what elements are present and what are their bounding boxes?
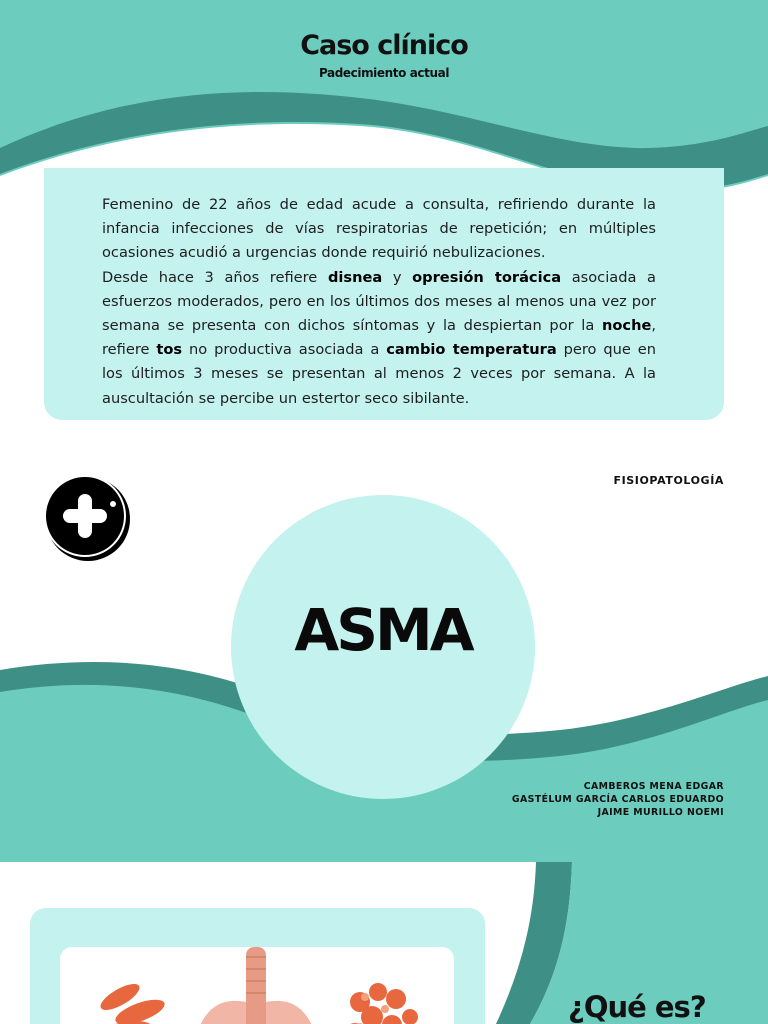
author-name: JAIME MURILLO NOEMI bbox=[597, 807, 724, 818]
section-heading: ¿Qué es? bbox=[568, 990, 706, 1024]
case-description bbox=[102, 193, 656, 411]
keyword-disnea: disnea bbox=[327, 268, 383, 286]
plus-circle-icon bbox=[43, 474, 131, 562]
keyword-cambio-temperatura: cambio temperatura bbox=[386, 341, 557, 359]
page-subtitle: Padecimiento actual bbox=[318, 66, 450, 80]
page-title: Caso clínico bbox=[300, 30, 468, 61]
author-name: CAMBEROS MENA EDGAR bbox=[583, 781, 724, 792]
section-label: FISIOPATOLOGÍA bbox=[613, 474, 724, 487]
keyword-tos: tos bbox=[156, 341, 183, 359]
keyword-opresion: opresión torácica bbox=[412, 268, 562, 286]
case-paragraph-1: Femenino de 22 años de edad acude a consulta, refiriendo durante la infancia infecciones de vías respiratorias de repetición; en múltiples ocasiones acudió a urgencias donde requirió nebulizaciones. bbox=[102, 196, 656, 262]
keyword-noche: noche bbox=[602, 317, 652, 335]
main-title: ASMA bbox=[294, 596, 472, 664]
author-name: GASTÉLUM GARCÍA CARLOS EDUARDO bbox=[511, 794, 724, 805]
slide-asma bbox=[0, 430, 768, 862]
authors-list bbox=[512, 780, 724, 819]
lungs-icon bbox=[60, 947, 454, 1024]
case-paragraph-2: Desde hace 3 años refiere disnea y opresión torácica asociada a esfuerzos moderados, pero en los últimos dos meses al menos una vez por semana se presenta con dichos síntomas y la despiertan por la noche, refiere tos no productiva asociada a cambio temperatura pero que en los últimos 3 meses se presentan al menos 2 veces por semana. A la auscultación se percibe un estertor seco sibilante. bbox=[102, 268, 656, 407]
slide-caso-clinico bbox=[0, 0, 768, 430]
slide-que-es bbox=[0, 862, 768, 1024]
lungs-illustration bbox=[60, 947, 454, 1024]
